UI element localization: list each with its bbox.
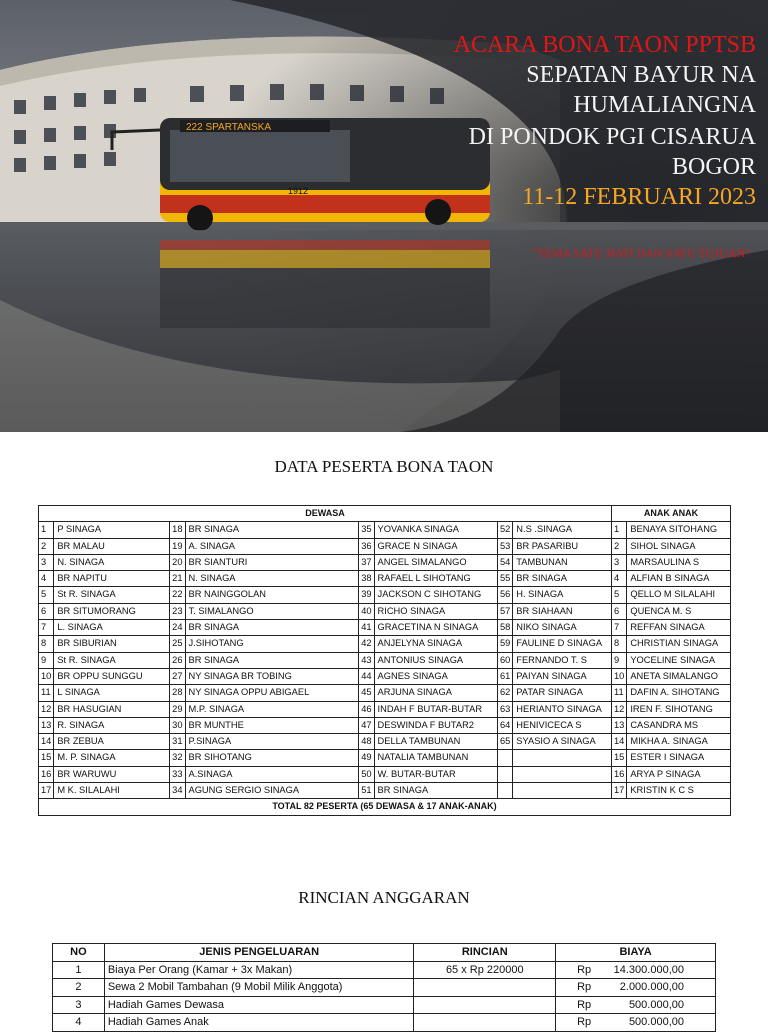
table-row [39,734,731,750]
participant-number: 17 [39,783,54,799]
participant-name: YOCELINE SINAGA [627,652,731,668]
location-line-2: BOGOR [671,154,756,180]
participant-number: 32 [170,750,185,766]
participant-name: BR SIHOTANG [185,750,359,766]
participant-name: ANGEL SIMALANGO [374,554,497,570]
participant-name: JACKSON C SIHOTANG [374,587,497,603]
header-anak: ANAK ANAK [612,506,731,522]
participant-name: W. BUTAR-BUTAR [374,766,497,782]
expense-type: Biaya Per Orang (Kamar + 3x Makan) [104,961,414,979]
participant-name: NATALIA TAMBUNAN [374,750,497,766]
table-row [39,783,731,799]
participant-name: DELLA TAMBUNAN [374,734,497,750]
participant-number: 14 [612,734,627,750]
participant-number: 1 [612,522,627,538]
participant-number: 65 [497,734,512,750]
participant-name: BR NAPITU [54,571,170,587]
participant-name: ANTONIUS SINAGA [374,652,497,668]
participant-name: GRACE N SINAGA [374,538,497,554]
header-dewasa: DEWASA [39,506,612,522]
participant-name: M. P. SINAGA [54,750,170,766]
participant-number: 14 [39,734,54,750]
participant-name: BR SIBURIAN [54,636,170,652]
participant-number: 29 [170,701,185,717]
participant-number: 9 [612,652,627,668]
participant-number: 12 [612,701,627,717]
participant-number: 3 [612,554,627,570]
participant-name: N.S .SINAGA [513,522,612,538]
table-row [53,1014,716,1032]
participant-name: NIKO SINAGA [513,620,612,636]
table-row [39,620,731,636]
table-row [39,587,731,603]
participant-number: 10 [612,668,627,684]
participant-number: 24 [170,620,185,636]
participant-number: 42 [359,636,374,652]
table-row [39,766,731,782]
participant-number: 11 [612,685,627,701]
participant-number: 10 [39,668,54,684]
participant-name: BR PASARIBU [513,538,612,554]
participant-number: 49 [359,750,374,766]
participant-number: 25 [170,636,185,652]
participant-number: 52 [497,522,512,538]
participant-name: T. SIMALANGO [185,603,359,619]
table-row [39,603,731,619]
participant-name: PATAR SINAGA [513,685,612,701]
participant-number: 46 [359,701,374,717]
participant-name: INDAH F BUTAR-BUTAR [374,701,497,717]
participant-name: FERNANDO T. S [513,652,612,668]
participant-number: 3 [39,554,54,570]
participant-number: 5 [39,587,54,603]
participant-name: BR SINAGA [185,652,359,668]
bus-sign: 222 SPARTANSKA [186,122,272,133]
table-row [39,636,731,652]
table-row [39,554,731,570]
participant-name: CHRISTIAN SINAGA [627,636,731,652]
table-row [39,750,731,766]
participant-name: FAULINE D SINAGA [513,636,612,652]
participant-number: 53 [497,538,512,554]
table-row [39,522,731,538]
participant-number: 51 [359,783,374,799]
participant-name: BENAYA SITOHANG [627,522,731,538]
participant-name: REFFAN SINAGA [627,620,731,636]
participant-number: 31 [170,734,185,750]
table-row [53,979,716,997]
participant-number: 28 [170,685,185,701]
participant-number: 47 [359,717,374,733]
participant-name: ARYA P SINAGA [627,766,731,782]
participant-number: 61 [497,668,512,684]
participant-number: 33 [170,766,185,782]
participant-name: PAIYAN SINAGA [513,668,612,684]
subtitle-line-2: HUMALIANGNA [573,92,756,118]
participant-number: 22 [170,587,185,603]
expense-type: Sewa 2 Mobil Tambahan (9 Mobil Milik Anggota) [104,979,414,997]
participant-name: BR HASUGIAN [54,701,170,717]
header-no: NO [53,944,105,962]
participant-number: 13 [39,717,54,733]
participant-name: ANJELYNA SINAGA [374,636,497,652]
participant-number: 23 [170,603,185,619]
participant-name: BR SINAGA [185,620,359,636]
participant-number: 50 [359,766,374,782]
participant-name: N. SINAGA [54,554,170,570]
anggaran-table [52,943,716,1032]
participant-number: 11 [39,685,54,701]
participant-number: 44 [359,668,374,684]
participant-name: TAMBUNAN [513,554,612,570]
participant-number: 16 [39,766,54,782]
event-date: 11-12 FEBRUARI 2023 [522,184,756,210]
participant-name: IREN F. SIHOTANG [627,701,731,717]
currency-label: Rp [577,998,592,1011]
participant-number: 64 [497,717,512,733]
participant-number: 4 [39,571,54,587]
participant-name: J.SIHOTANG [185,636,359,652]
peserta-body [39,522,731,799]
participant-number: 6 [39,603,54,619]
participant-name: KRISTIN K C S [627,783,731,799]
bus-number: 1912 [288,186,309,196]
expense-detail: 65 x Rp 220000 [414,961,556,979]
participant-name: BR SINAGA [374,783,497,799]
participant-number: 21 [170,571,185,587]
participant-name: ARJUNA SINAGA [374,685,497,701]
table-row [53,996,716,1014]
participant-number: 17 [612,783,627,799]
participant-number [497,766,512,782]
expense-cost [556,979,716,997]
location-line-1: DI PONDOK PGI CISARUA [468,124,756,150]
cost-amount: 500.000,00 [628,1016,684,1028]
participant-number: 1 [39,522,54,538]
participant-number: 2 [39,538,54,554]
participant-number: 57 [497,603,512,619]
participant-name: N. SINAGA [185,571,359,587]
participant-name: ALFIAN B SINAGA [627,571,731,587]
participant-number: 6 [612,603,627,619]
participant-name: BR MUNTHE [185,717,359,733]
participant-name: A. SINAGA [185,538,359,554]
participant-number: 16 [612,766,627,782]
participant-name: AGUNG SERGIO SINAGA [185,783,359,799]
participant-number: 2 [612,538,627,554]
bus-graphic [112,118,490,231]
participant-number: 30 [170,717,185,733]
table-row [39,717,731,733]
participant-number: 15 [39,750,54,766]
expense-no: 3 [53,996,105,1014]
participant-name: BR MALAU [54,538,170,554]
expense-no: 1 [53,961,105,979]
currency-label: Rp [577,1016,592,1028]
participant-number: 15 [612,750,627,766]
participant-number: 7 [612,620,627,636]
expense-no: 2 [53,979,105,997]
participant-number: 62 [497,685,512,701]
participant-name: MARSAULINA S [627,554,731,570]
participant-name: ANETA SIMALANGO [627,668,731,684]
cost-amount: 14.300.000,00 [613,963,684,976]
participant-name: BR SINAGA [185,522,359,538]
table-row [39,668,731,684]
expense-detail [414,1014,556,1032]
participant-name: BR SITUMORANG [54,603,170,619]
expense-cost [556,996,716,1014]
participant-name: P.SINAGA [185,734,359,750]
anggaran-title: RINCIAN ANGGARAN [298,888,470,907]
participant-name: QELLO M SILALAHI [627,587,731,603]
participant-name: BR SINAGA [513,571,612,587]
participant-name: RICHO SINAGA [374,603,497,619]
peserta-header-row [39,506,731,522]
header-jenis: JENIS PENGELUARAN [104,944,414,962]
participant-number: 34 [170,783,185,799]
participant-name: RAFAEL L SIHOTANG [374,571,497,587]
participant-number: 55 [497,571,512,587]
participant-number: 27 [170,668,185,684]
participant-number: 20 [170,554,185,570]
participant-number: 26 [170,652,185,668]
expense-cost [556,961,716,979]
participant-number: 58 [497,620,512,636]
participant-name: ESTER I SINAGA [627,750,731,766]
event-theme: "TEMA SATU HATI DAN SATU TUJUAN" [532,246,750,260]
participant-number: 36 [359,538,374,554]
participant-number: 12 [39,701,54,717]
participant-name: A.SINAGA [185,766,359,782]
participant-number: 35 [359,522,374,538]
cost-amount: 500.000,00 [628,998,684,1011]
participant-name: HERIANTO SINAGA [513,701,612,717]
participant-name: L SINAGA [54,685,170,701]
participant-number: 9 [39,652,54,668]
currency-label: Rp [577,981,592,993]
participant-name: St R. SINAGA [54,587,170,603]
anggaran-body [53,961,716,1031]
participant-number: 8 [612,636,627,652]
peserta-table [38,505,731,816]
participant-number: 7 [39,620,54,636]
participant-name [513,783,612,799]
table-row [39,571,731,587]
participant-number: 45 [359,685,374,701]
participant-name: R. SINAGA [54,717,170,733]
participant-number: 59 [497,636,512,652]
participant-name: NY SINAGA BR TOBING [185,668,359,684]
participant-number: 38 [359,571,374,587]
participant-number: 19 [170,538,185,554]
participant-name: H. SINAGA [513,587,612,603]
participant-number: 43 [359,652,374,668]
participant-name: St R. SINAGA [54,652,170,668]
participant-name: BR ZEBUA [54,734,170,750]
peserta-title: DATA PESERTA BONA TAON [274,457,494,476]
participant-name: DAFIN A. SIHOTANG [627,685,731,701]
participant-number: 41 [359,620,374,636]
participant-name: SIHOL SINAGA [627,538,731,554]
participant-name: BR SIAHAAN [513,603,612,619]
expense-detail [414,996,556,1014]
participant-name: BR WARUWU [54,766,170,782]
participant-name: GRACETINA N SINAGA [374,620,497,636]
event-title: ACARA BONA TAON PPTSB [453,32,756,58]
header-biaya: BIAYA [556,944,716,962]
participant-name: SYASIO A SINAGA [513,734,612,750]
header-rincian: RINCIAN [414,944,556,962]
participant-name: MIKHA A. SINAGA [627,734,731,750]
participant-name: M K. SILALAHI [54,783,170,799]
participant-name: CASANDRA MS [627,717,731,733]
participant-name: BR OPPU SUNGGU [54,668,170,684]
peserta-total: TOTAL 82 PESERTA (65 DEWASA & 17 ANAK-ANAK) [39,799,731,815]
hero-banner [0,0,768,432]
expense-type: Hadiah Games Dewasa [104,996,414,1014]
peserta-total-row [39,799,731,815]
participant-number: 54 [497,554,512,570]
participant-name [513,750,612,766]
participant-number: 5 [612,587,627,603]
cost-amount: 2.000.000,00 [619,981,684,993]
currency-label: Rp [577,963,592,976]
participant-number: 60 [497,652,512,668]
participant-number: 56 [497,587,512,603]
participant-name: BR SIANTURI [185,554,359,570]
participant-number: 63 [497,701,512,717]
table-row [53,961,716,979]
participant-name: DESWINDA F BUTAR2 [374,717,497,733]
participant-number: 18 [170,522,185,538]
participant-number: 8 [39,636,54,652]
participant-name: M.P. SINAGA [185,701,359,717]
participant-name: L. SINAGA [54,620,170,636]
participant-name: YOVANKA SINAGA [374,522,497,538]
participant-number: 37 [359,554,374,570]
expense-cost [556,1014,716,1032]
table-row [39,701,731,717]
participant-number: 4 [612,571,627,587]
participant-number: 39 [359,587,374,603]
participant-name: BR NAINGGOLAN [185,587,359,603]
expense-type: Hadiah Games Anak [104,1014,414,1032]
participant-name [513,766,612,782]
table-row [39,685,731,701]
expense-detail [414,979,556,997]
subtitle-line-1: SEPATAN BAYUR NA [526,62,756,88]
participant-number: 13 [612,717,627,733]
table-row [39,652,731,668]
participant-number: 48 [359,734,374,750]
expense-no: 4 [53,1014,105,1032]
participant-name: NY SINAGA OPPU ABIGAEL [185,685,359,701]
participant-name: HENIVICECA S [513,717,612,733]
participant-number [497,783,512,799]
participant-name: P SINAGA [54,522,170,538]
participant-name: AGNES SINAGA [374,668,497,684]
participant-name: QUENCA M. S [627,603,731,619]
table-row [39,538,731,554]
participant-number [497,750,512,766]
participant-number: 40 [359,603,374,619]
anggaran-header-row [53,944,716,962]
